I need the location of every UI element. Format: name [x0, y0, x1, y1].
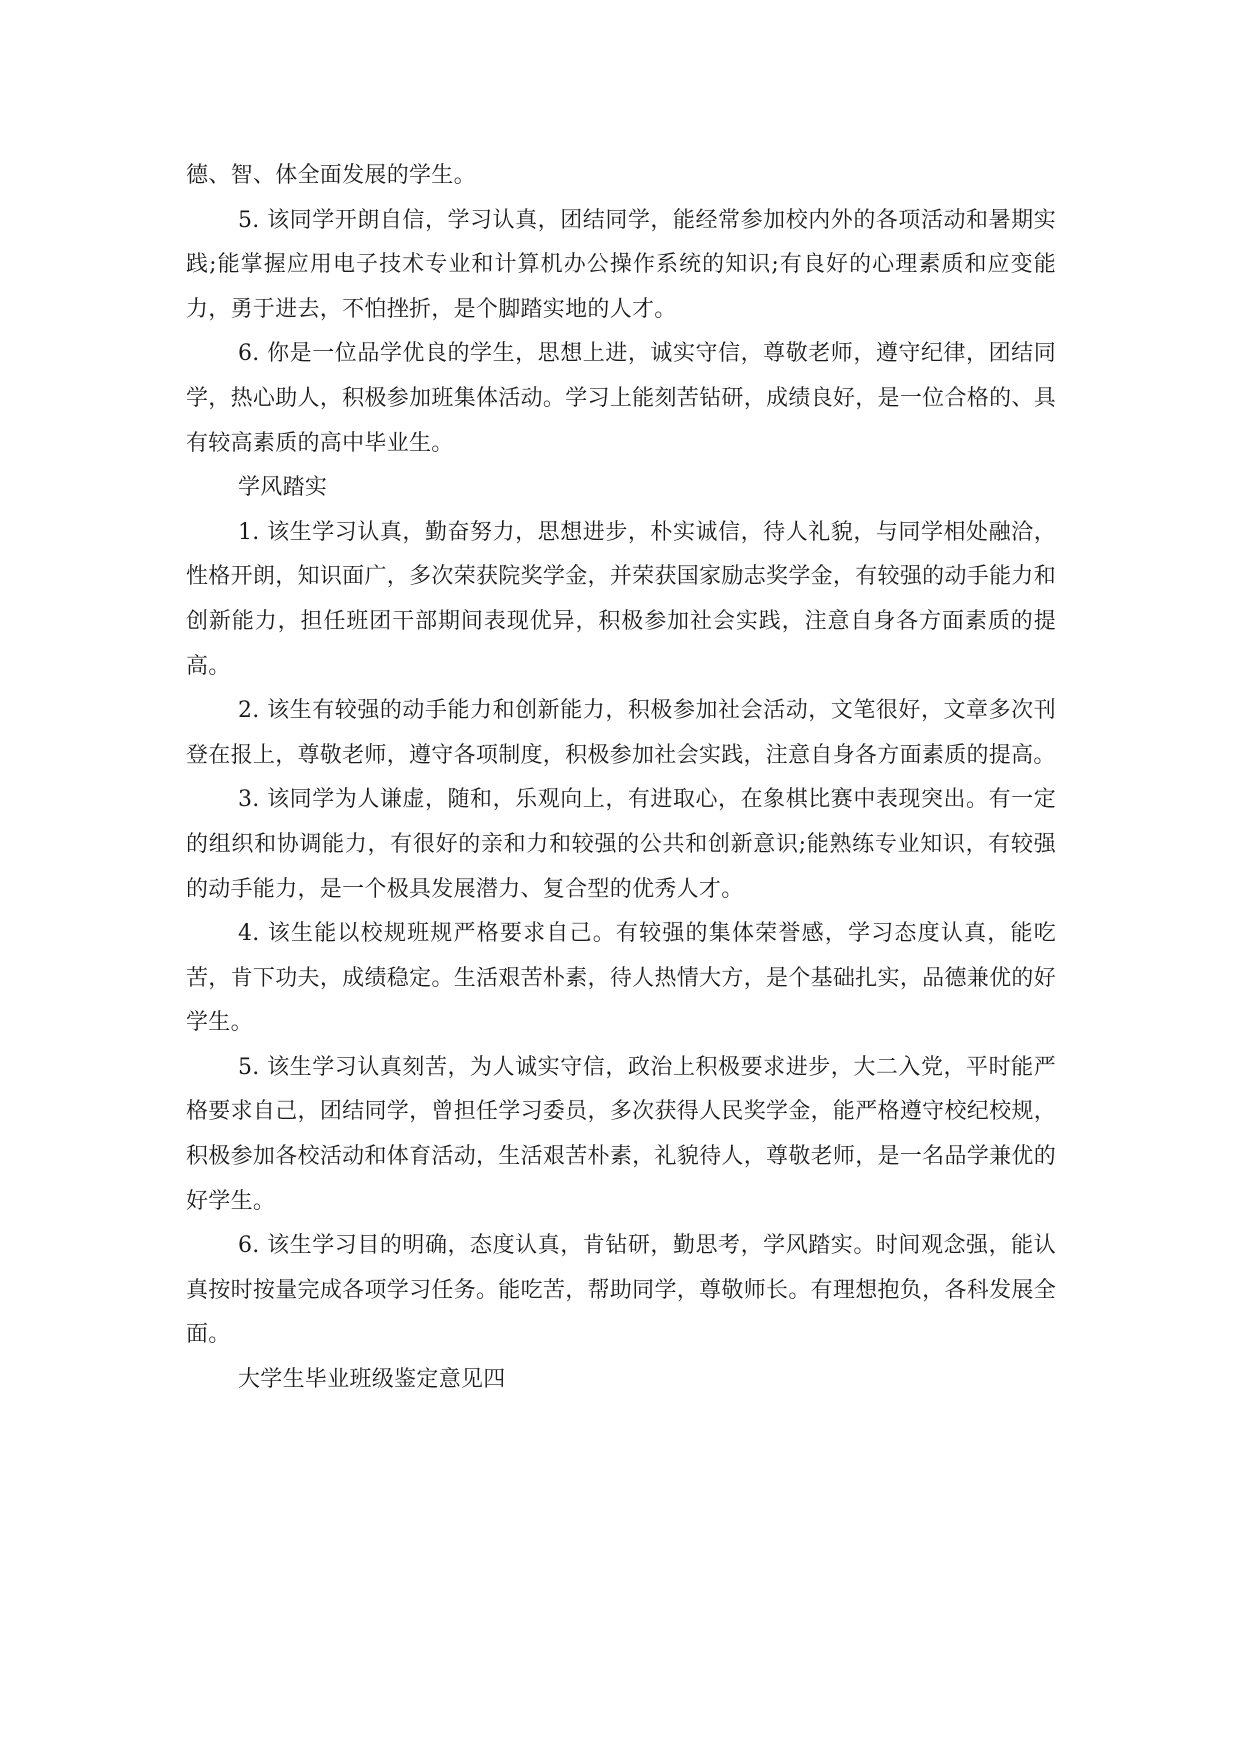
paragraph-item-6: 6. 你是一位品学优良的学生，思想上进，诚实守信，尊敬老师，遵守纪律，团结同学，热心助人，积极参加班集体活动。学习上能刻苦钻研，成绩良好，是一位合格的、具有较高素质的高中毕业生。: [186, 341, 1056, 456]
paragraph-continuation: 德、智、体全面发展的学生。: [186, 163, 476, 188]
paragraph-item-6b: 6. 该生学习目的明确，态度认真，肯钻研，勤思考，学风踏实。时间观念强，能认真按时按量完成各项学习任务。能吃苦，帮助同学，尊敬师长。有理想抱负，各科发展全面。: [186, 1233, 1056, 1348]
paragraph-item-5: 5. 该同学开朗自信，学习认真，团结同学，能经常参加校内外的各项活动和暑期实践;能掌握应用电子技术专业和计算机办公操作系统的知识;有良好的心理素质和应变能力，勇于进去，不怕挫折，是个脚踏实地的人才。: [186, 207, 1056, 322]
paragraph-item-4: 4. 该生能以校规班规严格要求自己。有较强的集体荣誉感，学习态度认真，能吃苦，肯下功夫，成绩稳定。生活艰苦朴素，待人热情大方，是个基础扎实，品德兼优的好学生。: [186, 921, 1056, 1036]
section-heading-study-style: 学风踏实: [238, 475, 328, 501]
document-body: [186, 154, 1056, 1403]
paragraph-item-3: 3. 该同学为人谦虚，随和，乐观向上，有进取心，在象棋比赛中表现突出。有一定的组织和协调能力，有很好的亲和力和较强的公共和创新意识;能熟练专业知识，有较强的动手能力，是一个极具发展潜力、复合型的优秀人才。: [186, 787, 1056, 902]
paragraph-item-1: 1. 该生学习认真，勤奋努力，思想进步，朴实诚信，待人礼貌，与同学相处融洽，性格开朗，知识面广，多次荣获院奖学金，并荣获国家励志奖学金，有较强的动手能力和创新能力，担任班团干部期间表现优异，积极参加社会实践，注意自身各方面素质的提高。: [186, 519, 1056, 679]
paragraph-item-5b: 5. 该生学习认真刻苦，为人诚实守信，政治上积极要求进步，大二入党，平时能严格要求自己，团结同学，曾担任学习委员，多次获得人民奖学金，能严格遵守校纪校规，积极参加各校活动和体育活动，生活艰苦朴素，礼貌待人，尊敬老师，是一名品学兼优的好学生。: [186, 1054, 1056, 1214]
section-heading-appraisal-four: 大学生毕业班级鉴定意见四: [238, 1367, 506, 1393]
paragraph-item-2: 2. 该生有较强的动手能力和创新能力，积极参加社会活动，文笔很好，文章多次刊登在报上，尊敬老师，遵守各项制度，积极参加社会实践，注意自身各方面素质的提高。: [186, 698, 1056, 768]
